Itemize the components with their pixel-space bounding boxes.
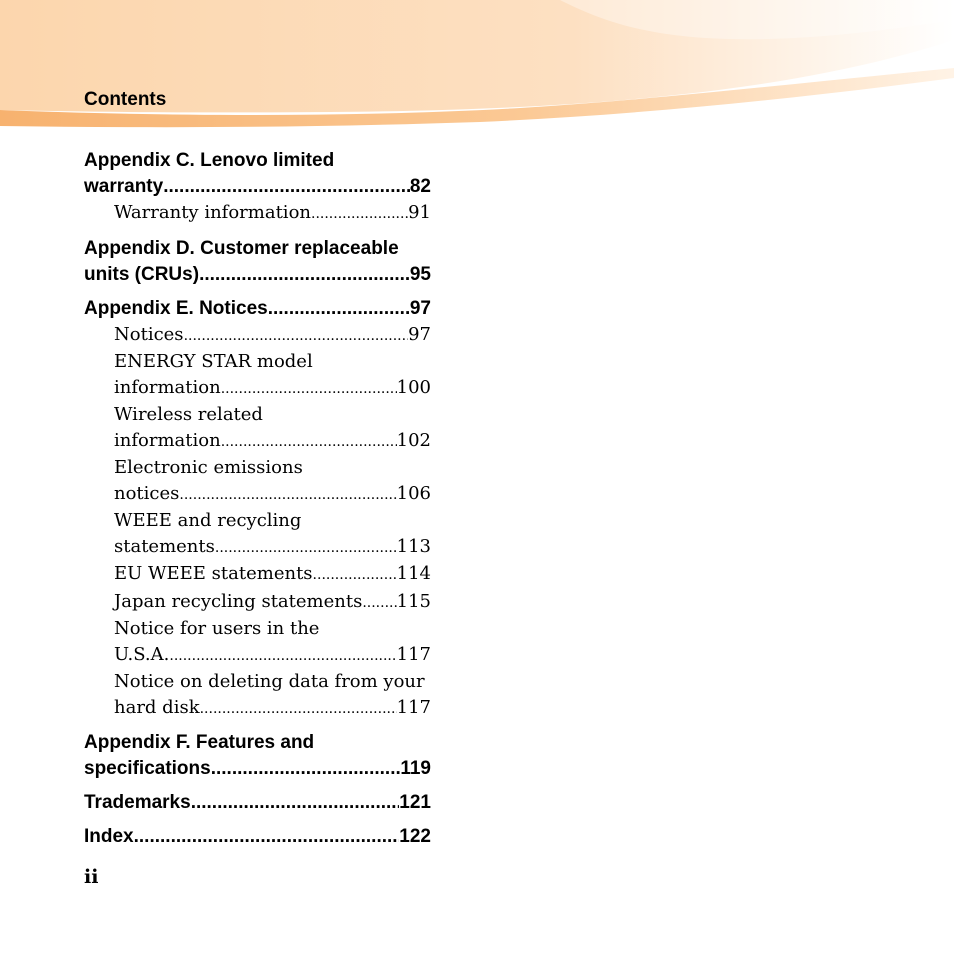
toc-entry-title-line: ENERGY STAR model	[114, 351, 313, 372]
dot-leader	[191, 790, 400, 816]
toc-subsection[interactable]	[114, 669, 431, 722]
toc-entry-title: Notices	[114, 323, 184, 345]
toc-subsection[interactable]	[114, 402, 431, 455]
toc-entry-row	[114, 200, 431, 228]
toc-entry-row	[114, 481, 431, 509]
toc-entry-row	[114, 695, 431, 723]
toc-level2	[84, 322, 431, 723]
toc-entry-title-line: Wireless related	[114, 404, 263, 425]
toc-level2	[84, 200, 431, 228]
toc-level1	[84, 824, 431, 850]
toc-entry-title: units (CRUs)	[84, 263, 200, 285]
dot-leader	[200, 697, 397, 723]
toc-subsection[interactable]	[114, 561, 431, 589]
toc-page-number: 106	[396, 482, 431, 504]
toc-entry-row	[84, 790, 431, 816]
toc-entry-title-line: Electronic emissions	[114, 457, 303, 478]
toc-page-number: 117	[396, 643, 431, 665]
toc-page-number: 97	[408, 323, 431, 345]
toc-entry-row	[84, 174, 431, 200]
toc-page-number: 114	[396, 563, 431, 584]
dot-leader	[211, 756, 401, 782]
toc-entry-title: EU WEEE statements	[114, 563, 313, 584]
dot-leader	[221, 377, 397, 403]
toc-level1	[84, 148, 431, 200]
toc-entry-title: notices	[114, 482, 180, 504]
toc-entry-row	[84, 824, 431, 850]
dot-leader	[179, 483, 396, 509]
dot-leader	[134, 824, 400, 850]
toc-entry-title: hard disk	[114, 696, 200, 718]
toc-page-number: 121	[399, 792, 431, 813]
toc-entry-title: Warranty information	[114, 202, 311, 223]
toc-section[interactable]	[84, 148, 431, 200]
toc-page-number: 95	[409, 263, 431, 285]
toc-page-number: 117	[396, 696, 431, 718]
header-banner	[0, 0, 954, 140]
toc-entry-title: U.S.A.	[114, 643, 170, 665]
toc-entry-row	[84, 756, 431, 782]
toc-page-number: 113	[396, 535, 431, 557]
toc-entry-row	[114, 642, 431, 670]
toc-page-number: 91	[408, 202, 431, 223]
toc-entry-row	[84, 262, 431, 288]
toc-page-number: 122	[399, 826, 431, 847]
dot-leader	[313, 563, 397, 589]
toc-entry-title-line: Appendix D. Customer replaceable	[84, 237, 399, 259]
toc-entry-title-line: Appendix C. Lenovo limited	[84, 150, 335, 171]
toc-level1	[84, 730, 431, 782]
toc-entry-title: information	[114, 376, 221, 398]
toc-entry-title: Index	[84, 826, 134, 847]
toc-entry-row	[114, 428, 431, 456]
toc-entry-row	[114, 561, 431, 589]
toc-entry-title-line: Notice for users in the	[114, 618, 320, 639]
page-number: ii	[84, 866, 99, 888]
toc-group	[84, 236, 431, 288]
toc-entry-title: Appendix E. Notices	[84, 297, 268, 319]
toc-group	[84, 730, 431, 782]
toc-entry-row	[114, 534, 431, 562]
dot-leader	[268, 296, 410, 322]
toc-entry-title: Trademarks	[84, 792, 191, 813]
toc-group	[84, 824, 431, 850]
toc-page-number: 100	[396, 376, 431, 398]
dot-leader	[163, 174, 410, 200]
toc-subsection[interactable]	[114, 616, 431, 669]
toc-subsection[interactable]	[114, 508, 431, 561]
toc-section[interactable]	[84, 236, 431, 288]
toc-entry-title: Japan recycling statements	[114, 590, 363, 612]
toc-subsection[interactable]	[114, 455, 431, 508]
dot-leader	[199, 262, 410, 288]
toc-entry-title-line: Appendix F. Features and	[84, 732, 315, 753]
dot-leader	[184, 324, 409, 350]
toc-level1	[84, 296, 431, 322]
toc-entry-row	[84, 296, 431, 322]
toc-section[interactable]	[84, 790, 431, 816]
toc-entry-title: information	[114, 429, 221, 451]
toc-entry-title: statements	[114, 535, 215, 557]
dot-leader	[362, 591, 396, 617]
toc-entry-title-line: WEEE and recycling	[114, 510, 302, 531]
toc-level1	[84, 236, 431, 288]
toc-page-number: 97	[409, 297, 431, 319]
toc-section[interactable]	[84, 296, 431, 322]
toc-entry-title: warranty	[84, 176, 164, 197]
dot-leader	[221, 430, 397, 456]
toc-subsection[interactable]	[114, 200, 431, 228]
table-of-contents	[84, 148, 431, 858]
toc-group	[84, 296, 431, 723]
toc-page-number: 115	[396, 590, 431, 612]
toc-subsection[interactable]	[114, 322, 431, 350]
toc-section[interactable]	[84, 824, 431, 850]
dot-leader	[215, 536, 397, 562]
toc-entry-title-line: Notice on deleting data from your	[114, 671, 425, 692]
toc-entry-title: specifications	[84, 758, 211, 779]
toc-page-number: 82	[409, 176, 431, 197]
toc-section[interactable]	[84, 730, 431, 782]
toc-page-number: 102	[396, 429, 431, 451]
toc-entry-row	[114, 375, 431, 403]
dot-leader	[169, 644, 396, 670]
toc-entry-row	[114, 322, 431, 350]
toc-level1	[84, 790, 431, 816]
toc-page-number: 119	[400, 758, 431, 779]
toc-group	[84, 790, 431, 816]
page-header-title: Contents	[84, 89, 167, 110]
toc-group	[84, 148, 431, 228]
toc-subsection[interactable]	[114, 589, 431, 617]
toc-entry-row	[114, 589, 431, 617]
toc-subsection[interactable]	[114, 349, 431, 402]
dot-leader	[311, 202, 408, 228]
